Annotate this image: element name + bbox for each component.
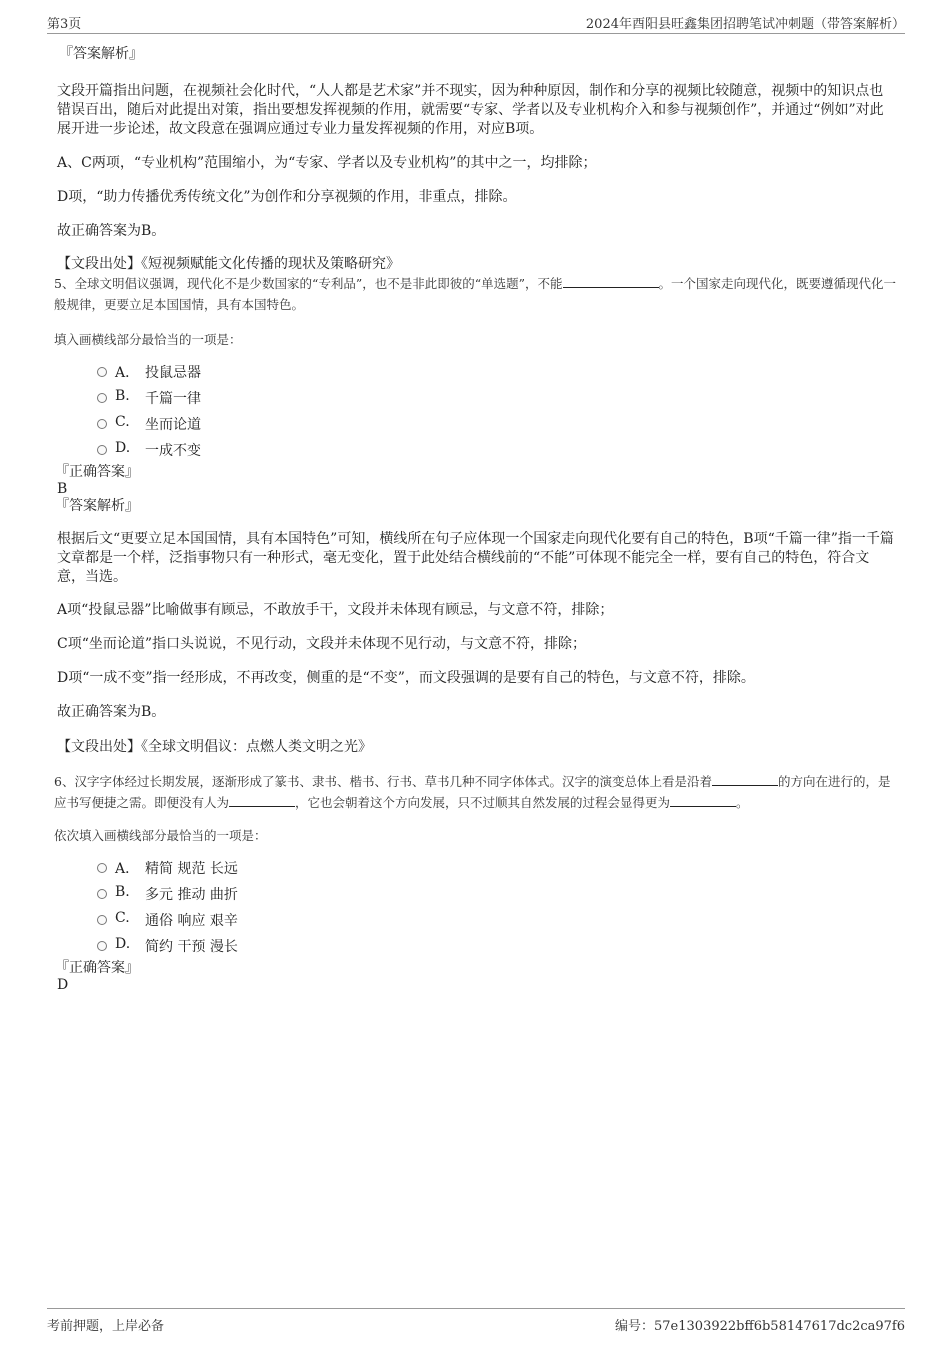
option-text: 千篇一律 <box>145 391 201 407</box>
analysis-label: 『答案解析』 <box>55 498 139 514</box>
option-letter: B. <box>115 884 130 900</box>
analysis-paragraph: C项“坐而论道”指口头说说，不见行动，文段并未体现不见行动，与文意不符，排除； <box>57 636 587 652</box>
page-number: 第3页 <box>47 17 82 32</box>
page-header <box>47 13 905 34</box>
question-prompt: 填入画横线部分最恰当的一项是： <box>54 332 242 347</box>
stem-text: ，它也会朝着这个方向发展，只不过顺其自然发展的过程会显得更为 <box>295 795 671 810</box>
document-title: 2024年酉阳县旺鑫集团招聘笔试冲刺题（带答案解析） <box>585 17 905 32</box>
option-a[interactable] <box>57 358 897 384</box>
option-c[interactable] <box>57 410 897 436</box>
option-letter: A． <box>115 365 140 381</box>
option-b[interactable] <box>57 880 897 906</box>
options-list <box>57 854 897 958</box>
analysis-paragraph: 故正确答案为B。 <box>57 223 166 239</box>
question-stem <box>54 771 897 813</box>
page-footer <box>47 1308 905 1339</box>
option-text: 多元 推动 曲折 <box>145 887 238 903</box>
question-prompt: 依次填入画横线部分最恰当的一项是： <box>54 828 267 843</box>
radio-icon[interactable] <box>97 889 107 899</box>
analysis-paragraph: 故正确答案为B。 <box>57 704 166 720</box>
option-d[interactable] <box>57 436 897 462</box>
option-d[interactable] <box>57 932 897 958</box>
option-letter: A． <box>115 861 140 877</box>
answer-blank <box>712 772 778 786</box>
analysis-paragraph: A、C两项，“专业机构”范围缩小，为“专家、学者以及专业机构”的其中之一，均排除； <box>57 155 597 171</box>
answer-label: 『正确答案』 <box>55 960 139 976</box>
answer-value: D <box>57 977 69 993</box>
radio-icon[interactable] <box>97 419 107 429</box>
option-text: 精简 规范 长远 <box>145 861 238 877</box>
analysis-paragraph: 根据后文“更要立足本国国情，具有本国特色”可知，横线所在句子应体现一个国家走向现代化要有自己的特色，B项“千篇一律”指一千篇文章都是一个样，泛指事物只有一种形式，毫无变化，置于此处结合横线前的“不能”可体现不能完全一样，要有自己的特色，符合文意，当选。 <box>57 531 894 585</box>
radio-icon[interactable] <box>97 863 107 873</box>
option-text: 坐而论道 <box>145 417 201 433</box>
option-a[interactable] <box>57 854 897 880</box>
page-content <box>54 44 897 994</box>
stem-text: 。一个国家走向现代化，既要遵循现代化一般规律，更要立足本国国情，具有本国特色。 <box>54 276 897 312</box>
analysis-label: 『答案解析』 <box>59 46 143 62</box>
radio-icon[interactable] <box>97 941 107 951</box>
answer-blank <box>229 793 295 807</box>
radio-icon[interactable] <box>97 393 107 403</box>
radio-icon[interactable] <box>97 445 107 455</box>
answer-value: B <box>57 481 68 497</box>
option-text: 一成不变 <box>145 443 201 459</box>
option-letter: C. <box>115 414 130 430</box>
analysis-paragraph: D项，“助力传播优秀传统文化”为创作和分享视频的作用，非重点，排除。 <box>57 189 517 205</box>
option-text: 通俗 响应 艰辛 <box>145 913 238 929</box>
source-citation: 【文段出处】《全球文明倡议：点燃人类文明之光》 <box>57 739 372 755</box>
source-citation: 【文段出处】《短视频赋能文化传播的现状及策略研究》 <box>57 256 400 272</box>
option-c[interactable] <box>57 906 897 932</box>
options-list <box>57 358 897 462</box>
option-letter: D. <box>115 440 131 456</box>
answer-blank <box>563 274 659 288</box>
option-letter: C. <box>115 910 130 926</box>
option-text: 投鼠忌器 <box>145 365 201 381</box>
option-text: 简约 干预 漫长 <box>145 939 238 955</box>
answer-label: 『正确答案』 <box>55 464 139 480</box>
stem-text: 。 <box>736 795 749 810</box>
document-id: 编号：57e1303922bff6b58147617dc2ca97f6 <box>615 1319 905 1334</box>
question-stem <box>54 273 897 315</box>
stem-text: 5、全球文明倡议强调，现代化不是少数国家的“专利品”，也不是非此即彼的“单选题”，不能 <box>54 276 563 291</box>
radio-icon[interactable] <box>97 915 107 925</box>
analysis-paragraph: A项“投鼠忌器”比喻做事有顾忌，不敢放手干，文段并未体现有顾忌，与文意不符，排除； <box>57 602 614 618</box>
radio-icon[interactable] <box>97 367 107 377</box>
option-letter: B. <box>115 388 130 404</box>
footer-slogan: 考前押题，上岸必备 <box>47 1319 165 1334</box>
stem-text: 6、汉字字体经过长期发展，逐渐形成了篆书、隶书、楷书、行书、草书几种不同字体体式。汉字的演变总体上看是沿着 <box>54 774 712 789</box>
stem-text: 的方向在进行的，是应书写便捷之需。即便没有人为 <box>54 774 891 810</box>
analysis-paragraph: 文段开篇指出问题，在视频社会化时代，“人人都是艺术家”并不现实，因为种种原因，制作和分享的视频比较随意，视频中的知识点也错误百出，随后对此提出对策，指出要想发挥视频的作用，就需要“专家、学者以及专业机构介入和参与视频创作”，并通过“例如”对此展开进一步论述，故文段意在强调应通过专业力量发挥视频的作用，对应B项。 <box>57 83 884 137</box>
option-b[interactable] <box>57 384 897 410</box>
answer-blank <box>670 793 736 807</box>
analysis-paragraph: D项“一成不变”指一经形成，不再改变，侧重的是“不变”，而文段强调的是要有自己的特色，与文意不符，排除。 <box>57 670 755 686</box>
option-letter: D. <box>115 936 131 952</box>
